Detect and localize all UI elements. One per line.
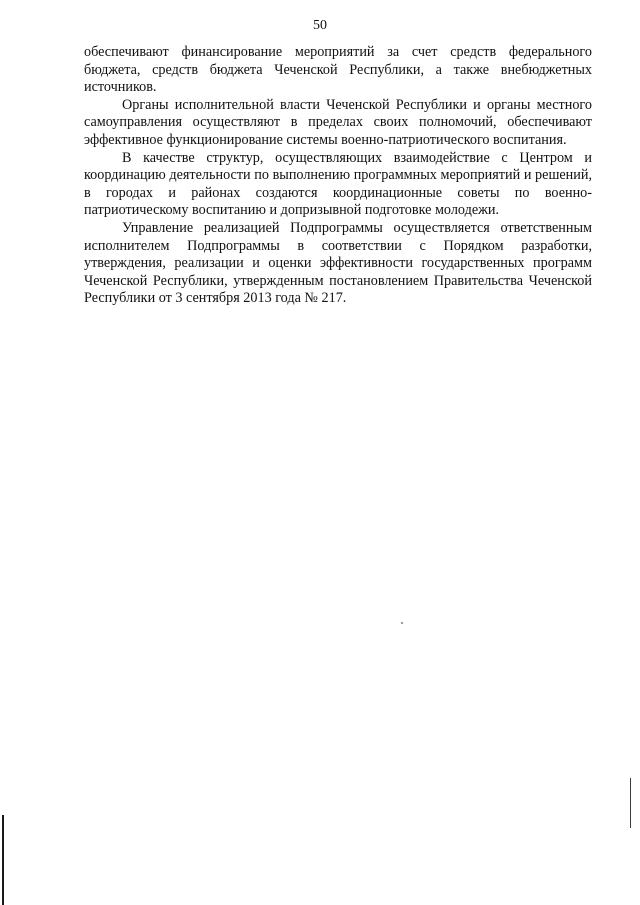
paragraph: В качестве структур, осуществляющих взаимодействие с Центром и координацию деятельности по выполнению программных мероприятий и решений, в городах и районах создаются координационные советы по военно-патриотическому воспитанию и допризывной подготовке молодежи.	[84, 149, 592, 219]
paragraph-continuation: обеспечивают финансирование мероприятий за счет средств федерального бюджета, средств бюджета Чеченской Республики, а также внебюджетных источников.	[84, 44, 592, 96]
document-body	[84, 44, 592, 308]
paragraph: Органы исполнительной власти Чеченской Республики и органы местного самоуправления осуществляют в пределах своих полномочий, обеспечивают эффективное функционирование системы военно-патриотического воспитания.	[84, 96, 592, 148]
scan-artifact-dot	[401, 622, 403, 624]
scan-artifact-left-edge	[2, 815, 4, 905]
page-number: 50	[313, 18, 327, 33]
scan-artifact-right-edge	[630, 778, 631, 828]
paragraph: Управление реализацией Подпрограммы осуществляется ответственным исполнителем Подпрограммы в соответствии с Порядком разработки, утверждения, реализации и оценки эффективности государственных программ Чеченской Республики, утвержденным постановлением Правительства Чеченской Республики от 3 сентября 2013 года № 217.	[84, 219, 592, 307]
